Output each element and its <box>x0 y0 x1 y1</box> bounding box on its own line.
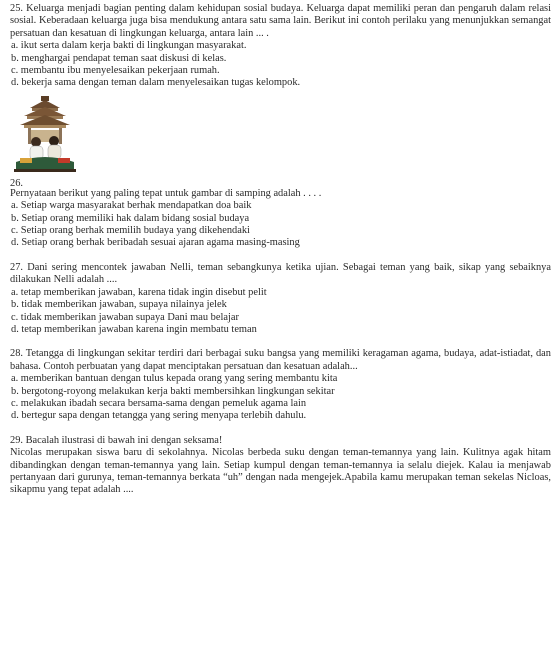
question-27 <box>10 262 551 336</box>
question-28-option-d: d. bertegur sapa dengan tetangga yang sering menyapa terlebih dahulu. <box>11 410 307 422</box>
question-29-stem: Nicolas merupakan siswa baru di sekolahnya. Nicolas berbeda suku dengan teman-temannya yang lain. Kulitnya agak hitam dibandingkan dengan teman-temannya yang lain. Setiap kumpul dengan teman-temannya ia selalu diejek. Kalau ia menjawab pertanyaan dari gurunya, teman-temannya berkata “uh” dengan nada mengejek.Apabila kamu merupakan teman sekelas Nicloas, sikapmu yang tepat adalah .... <box>10 447 551 496</box>
question-25-option-b: b. menghargai pendapat teman saat diskusi di kelas. <box>11 52 227 64</box>
question-29-intro: 29. Bacalah ilustrasi di bawah ini dengan seksama! <box>10 434 223 446</box>
question-27-option-a: a. tetap memberikan jawaban, karena tidak ingin disebut pelit <box>11 286 267 298</box>
question-28-option-a: a. memberikan bantuan dengan tulus kepada orang yang sering membantu kita <box>11 373 338 385</box>
prayer-illustration <box>10 96 80 172</box>
question-28 <box>10 348 551 422</box>
question-27-option-c: c. tidak memberikan jawaban supaya Dani mau belajar <box>11 311 239 323</box>
question-28-option-b: b. bergotong-royong melakukan kerja bakti membersihkan lingkungan sekitar <box>11 385 335 397</box>
question-25-option-d: d. bekerja sama dengan teman dalam menyelesaikan tugas kelompok. <box>11 77 301 89</box>
question-26 <box>10 96 551 250</box>
question-26-option-b: b. Setiap orang memiliki hak dalam bidang sosial budaya <box>11 212 250 224</box>
question-26-number: 26. <box>10 177 23 189</box>
temple-prayer-picture <box>10 96 80 174</box>
question-26-option-a: a. Setiap warga masyarakat berhak mendapatkan doa baik <box>11 200 252 212</box>
question-27-option-d: d. tetap memberikan jawaban karena ingin membatu teman <box>11 323 257 335</box>
question-25 <box>10 3 551 90</box>
question-28-stem: 28. Tetangga di lingkungan sekitar terdiri dari berbagai suku bangsa yang memiliki keragaman agama, budaya, adat-istiadat, dan bahasa. Contoh perbuatan yang dapat menciptakan persatuan dan kesatuan adalah... <box>10 348 551 372</box>
question-25-stem: 25. Keluarga menjadi bagian penting dalam kehidupan sosial budaya. Keluarga dapat memiliki peran dan pengaruh dalam relasi sosial. Keberadaan keluarga juga bisa mendukung antara satu sama lain. Berikut ini contoh perilaku yang menunjukkan semangat persatuan dan kesatuan di lingkungan keluarga, antara lain ... . <box>10 3 551 39</box>
question-25-option-c: c. membantu ibu menyelesaikan pekerjaan rumah. <box>11 65 220 77</box>
question-26-option-c: c. Setiap orang berhak memilih budaya yang dikehendaki <box>11 225 250 237</box>
question-27-option-b: b. tidak memberikan jawaban, supaya nilainya jelek <box>11 299 227 311</box>
question-28-option-c: c. melakukan ibadah secara bersama-sama dengan pemeluk agama lain <box>11 397 307 409</box>
question-26-illustration-area <box>10 96 551 188</box>
question-26-option-d: d. Setiap orang berhak beribadah sesuai ajaran agama masing-masing <box>11 237 300 249</box>
question-25-option-a: a. ikut serta dalam kerja bakti di lingkungan masyarakat. <box>11 40 247 52</box>
question-29 <box>10 435 551 497</box>
question-27-stem: 27. Dani sering mencontek jawaban Nelli, teman sebangkunya ketika ujian. Sebagai teman yang baik, sikap yang sebaiknya dilakukan Nelli adalah .... <box>10 261 551 286</box>
question-26-stem: Pernyataan berikut yang paling tepat untuk gambar di samping adalah . . . . <box>10 187 322 199</box>
